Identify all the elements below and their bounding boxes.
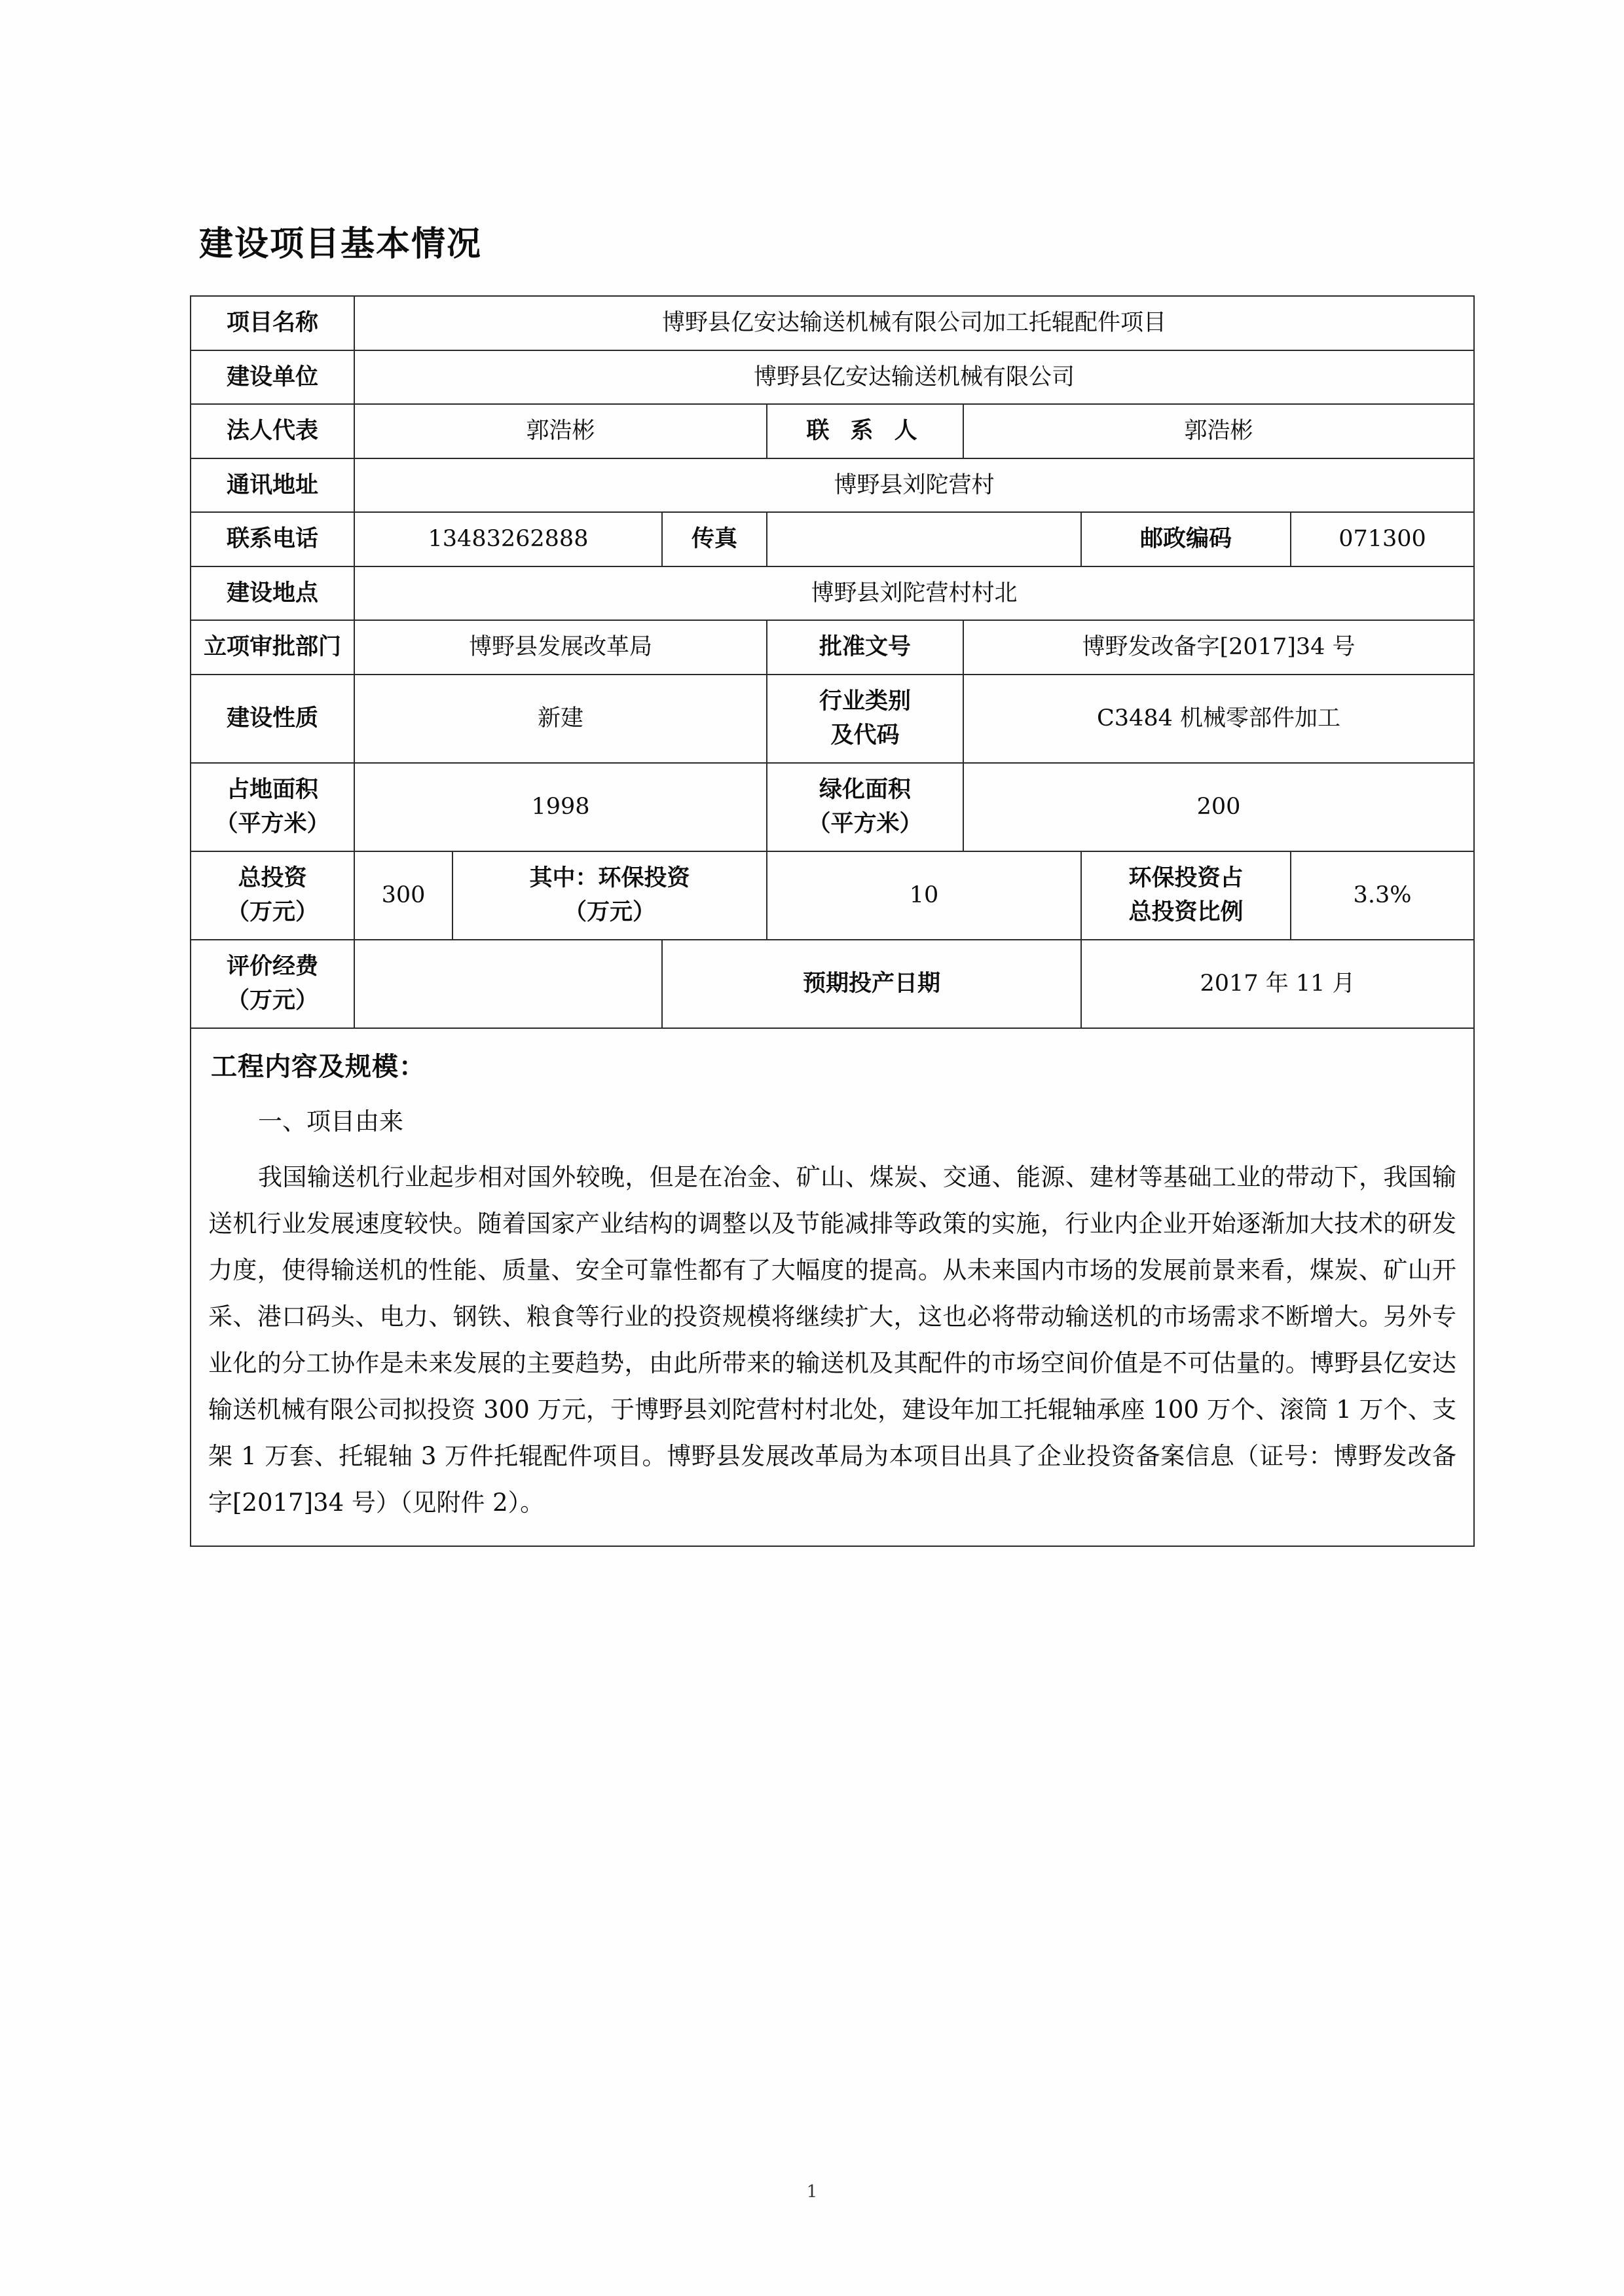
table-row bbox=[191, 620, 1474, 675]
env-investment-line1: 其中：环保投资 bbox=[529, 864, 690, 891]
industry-category-line1: 行业类别 bbox=[819, 687, 911, 714]
row-value-postal-code: 071300 bbox=[1291, 512, 1474, 566]
section-paragraph: 我国输送机行业起步相对国外较晚，但是在冶金、矿山、煤炭、交通、能源、建材等基础工业的带动下，我国输送机行业发展速度较快。随着国家产业结构的调整以及节能减排等政策的实施，行业内企业开始逐渐加大技术的研发力度，使得输送机的性能、质量、安全可靠性都有了大幅度的提高。从未来国内市场的发展前景来看，煤炭、矿山开采、港口码头、电力、钢铁、粮食等行业的投资规模将继续扩大，这也必将带动输送机的市场需求不断增大。另外专业化的分工协作是未来发展的主要趋势，由此所带来的输送机及其配件的市场空间价值是不可估量的。博野县亿安达输送机械有限公司拟投资 300 万元，于博野县刘陀营村村北处，建设年加工托辊轴承座 100 万个、滚筒 1 万个、支架 1 万套、托辊轴 3 万件托辊配件项目。博野县发展改革局为本项目出具了企业投资备案信息（证号：博野发改备字[2017]34 号）（见附件 2）。 bbox=[208, 1163, 1457, 1517]
table-row bbox=[191, 350, 1474, 405]
table-row bbox=[191, 851, 1474, 940]
table-row bbox=[191, 675, 1474, 763]
row-value-industry-category: C3484 机械零部件加工 bbox=[963, 675, 1474, 763]
row-value-fax bbox=[767, 512, 1081, 566]
row-value-green-area: 200 bbox=[963, 763, 1474, 851]
project-content-cell bbox=[191, 1028, 1474, 1547]
row-value-construction-unit: 博野县亿安达输送机械有限公司 bbox=[354, 350, 1474, 405]
row-label-contact-person: 联 系 人 bbox=[767, 404, 963, 458]
total-investment-line1: 总投资 bbox=[238, 864, 307, 891]
row-value-assessment-fee bbox=[354, 940, 662, 1028]
row-label-legal-rep: 法人代表 bbox=[191, 404, 354, 458]
row-value-construction-site: 博野县刘陀营村村北 bbox=[354, 566, 1474, 621]
row-value-approval-doc-no: 博野发改备字[2017]34 号 bbox=[963, 620, 1474, 675]
row-value-mailing-address: 博野县刘陀营村 bbox=[354, 458, 1474, 513]
site-area-line2: （平方米） bbox=[215, 810, 330, 837]
row-value-approval-dept: 博野县发展改革局 bbox=[354, 620, 767, 675]
row-label-env-ratio bbox=[1081, 851, 1291, 940]
green-area-line2: （平方米） bbox=[807, 810, 923, 837]
table-row bbox=[191, 458, 1474, 513]
row-value-total-investment: 300 bbox=[354, 851, 452, 940]
section-subheading: 一、项目由来 bbox=[258, 1107, 403, 1136]
row-label-env-investment bbox=[452, 851, 767, 940]
env-ratio-line1: 环保投资占 bbox=[1128, 864, 1244, 891]
row-label-project-name: 项目名称 bbox=[191, 296, 354, 350]
table-row bbox=[191, 940, 1474, 1028]
row-label-mailing-address: 通讯地址 bbox=[191, 458, 354, 513]
table-row bbox=[191, 296, 1474, 350]
row-label-construction-nature: 建设性质 bbox=[191, 675, 354, 763]
table-row bbox=[191, 404, 1474, 458]
page-title: 建设项目基本情况 bbox=[199, 224, 483, 264]
env-ratio-line2: 总投资比例 bbox=[1128, 898, 1244, 925]
page-number: 1 bbox=[806, 2182, 818, 2202]
row-value-phone: 13483262888 bbox=[354, 512, 662, 566]
env-investment-line2: （万元） bbox=[563, 898, 655, 925]
site-area-line1: 占地面积 bbox=[226, 775, 318, 803]
assessment-fee-line2: （万元） bbox=[226, 987, 318, 1014]
table-row bbox=[191, 566, 1474, 621]
page-content bbox=[190, 216, 1473, 1547]
row-label-total-investment bbox=[191, 851, 354, 940]
assessment-fee-line1: 评价经费 bbox=[226, 952, 318, 980]
row-label-site-area bbox=[191, 763, 354, 851]
row-label-phone: 联系电话 bbox=[191, 512, 354, 566]
row-value-env-ratio: 3.3% bbox=[1291, 851, 1474, 940]
row-label-construction-site: 建设地点 bbox=[191, 566, 354, 621]
table-row bbox=[191, 512, 1474, 566]
row-label-construction-unit: 建设单位 bbox=[191, 350, 354, 405]
section-heading: 工程内容及规模： bbox=[211, 1050, 426, 1082]
industry-category-line2: 及代码 bbox=[830, 722, 900, 749]
row-label-assessment-fee bbox=[191, 940, 354, 1028]
table-row-body bbox=[191, 1028, 1474, 1547]
row-label-approval-doc-no: 批准文号 bbox=[767, 620, 963, 675]
project-basic-info-table bbox=[190, 295, 1475, 1547]
row-value-project-name: 博野县亿安达输送机械有限公司加工托辊配件项目 bbox=[354, 296, 1474, 350]
row-label-expected-production-date: 预期投产日期 bbox=[662, 940, 1081, 1028]
row-label-approval-dept: 立项审批部门 bbox=[191, 620, 354, 675]
row-label-green-area bbox=[767, 763, 963, 851]
row-value-construction-nature: 新建 bbox=[354, 675, 767, 763]
row-value-expected-production-date: 2017 年 11 月 bbox=[1081, 940, 1474, 1028]
total-investment-line2: （万元） bbox=[226, 898, 318, 925]
row-value-site-area: 1998 bbox=[354, 763, 767, 851]
green-area-line1: 绿化面积 bbox=[819, 775, 911, 803]
row-value-contact-person: 郭浩彬 bbox=[963, 404, 1474, 458]
row-value-env-investment: 10 bbox=[767, 851, 1081, 940]
row-label-postal-code: 邮政编码 bbox=[1081, 512, 1291, 566]
row-label-industry-category bbox=[767, 675, 963, 763]
row-label-fax: 传真 bbox=[662, 512, 767, 566]
table-row bbox=[191, 763, 1474, 851]
row-value-legal-rep: 郭浩彬 bbox=[354, 404, 767, 458]
